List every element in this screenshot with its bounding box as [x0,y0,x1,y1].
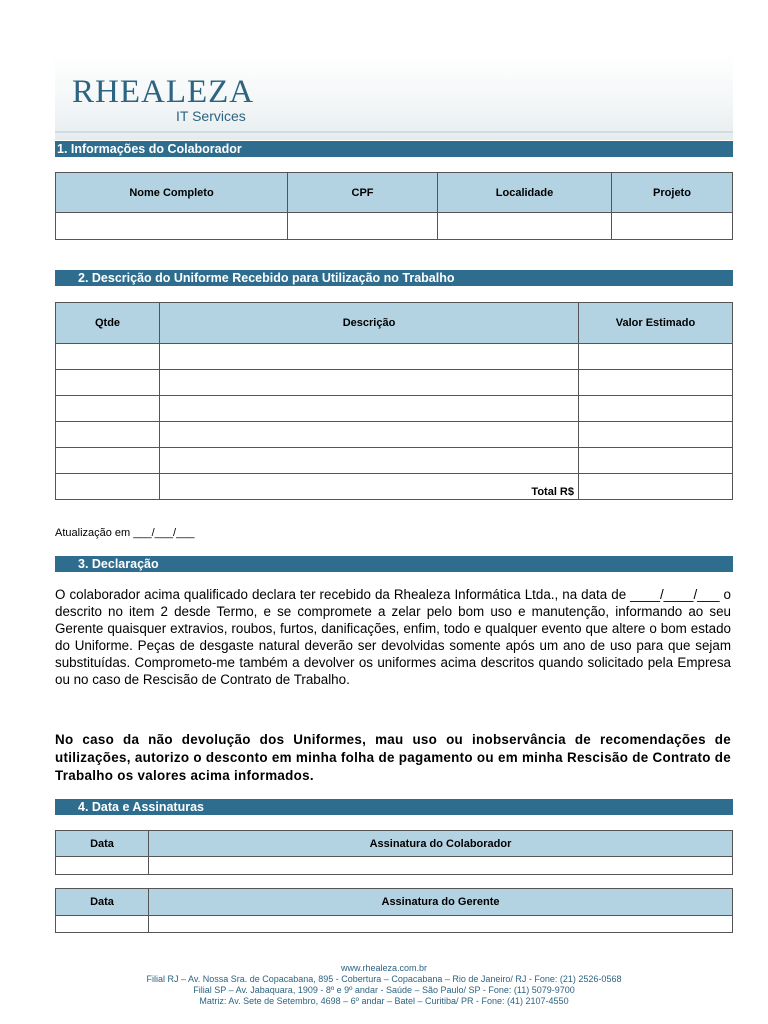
column-header-valor: Valor Estimado [579,303,733,344]
update-date-label: Atualização em ___/___/___ [55,527,195,539]
column-header-projeto: Projeto [612,173,733,213]
column-header-descricao: Descrição [160,303,579,344]
manager-signature-field[interactable] [149,916,733,933]
manager-signature-table [55,888,733,933]
valor-field[interactable] [579,344,733,370]
column-header-cpf: CPF [288,173,438,213]
table-row [56,422,733,448]
section-3-title: 3. Declaração [78,557,159,571]
section-2-header [55,270,733,286]
total-label: Total R$ [160,474,579,500]
nome-field[interactable] [56,213,288,240]
employee-info-table [55,172,733,240]
valor-field[interactable] [579,370,733,396]
collaborator-date-field[interactable] [56,857,149,875]
table-row [56,344,733,370]
column-header-assinatura-gerente: Assinatura do Gerente [149,889,733,916]
column-header-nome: Nome Completo [56,173,288,213]
column-header-assinatura-colaborador: Assinatura do Colaborador [149,831,733,857]
header-divider [55,131,733,133]
declaration-bold-paragraph: No caso da não devolução dos Uniformes, mau uso ou inobservância de recomendações de utilizações, autorizo o desconto em minha folha de pagamento ou em minha Rescisão de Contrato de Trabalho os valores acima informados. [55,732,731,783]
section-4-header [55,799,733,815]
company-logo: RHEALEZA [72,74,255,110]
total-row [56,474,733,500]
collaborator-signature-field[interactable] [149,857,733,875]
valor-field[interactable] [579,448,733,474]
footer-website[interactable]: www.rhealeza.com.br [340,963,428,973]
qtde-field[interactable] [56,396,160,422]
table-row [56,370,733,396]
valor-field[interactable] [579,422,733,448]
qtde-field[interactable] [56,370,160,396]
descricao-field[interactable] [160,448,579,474]
table-row [56,396,733,422]
qtde-field[interactable] [56,344,160,370]
declaration-paragraph: O colaborador acima qualificado declara ter recebido da Rhealeza Informática Ltda., na data de ____/____/___ o descrito no item 2 desde Termo, e se compromete a zelar pelo bom uso e manutenção, informando ao seu Gerente quaisquer extravios, roubos, furtos, danificações, enfim, todo e qualquer evento que altere o bom estado do Uniforme. Peças de desgaste natural deverão ser devolvidas somente após um ano de uso para que sejam substituídas. Comprometo-me também a devolver os uniformes acima descritos quando solicitado pela Empresa ou no caso de Rescisão de Contrato de Trabalho. [55,587,731,687]
footer-address-matriz: Matriz: Av. Sete de Setembro, 4698 – 6º andar – Batel – Curitiba/ PR - Fone: (41) 2107-4550 [199,996,569,1006]
qtde-field[interactable] [56,422,160,448]
table-row [56,448,733,474]
cpf-field[interactable] [288,213,438,240]
qtde-field[interactable] [56,448,160,474]
projeto-field[interactable] [612,213,733,240]
total-value-field[interactable] [579,474,733,500]
column-header-localidade: Localidade [438,173,612,213]
manager-date-field[interactable] [56,916,149,933]
footer-address-rj: Filial RJ – Av. Nossa Sra. de Copacabana, 895 - Cobertura – Copacabana – Rio de Janeiro/ RJ - Fone: (21) 2526-0568 [146,974,622,984]
section-4-title: 4. Data e Assinaturas [78,800,204,814]
collaborator-signature-table [55,830,733,875]
descricao-field[interactable] [160,422,579,448]
section-2-title: 2. Descrição do Uniforme Recebido para Utilização no Trabalho [78,271,455,285]
localidade-field[interactable] [438,213,612,240]
section-1-title: 1. Informações do Colaborador [57,142,242,156]
uniform-table [55,302,733,500]
section-1-header [55,141,733,157]
valor-field[interactable] [579,396,733,422]
company-logo-subtitle: IT Services [176,108,246,124]
column-header-data: Data [56,831,149,857]
footer-address-sp: Filial SP – Av. Jabaquara, 1909 - 8º e 9º andar - Saúde – São Paulo/ SP - Fone: (11) 5079-9700 [193,985,575,995]
column-header-qtde: Qtde [56,303,160,344]
descricao-field[interactable] [160,344,579,370]
section-3-header [55,556,733,572]
descricao-field[interactable] [160,370,579,396]
qtde-field[interactable] [56,474,160,500]
descricao-field[interactable] [160,396,579,422]
column-header-data: Data [56,889,149,916]
